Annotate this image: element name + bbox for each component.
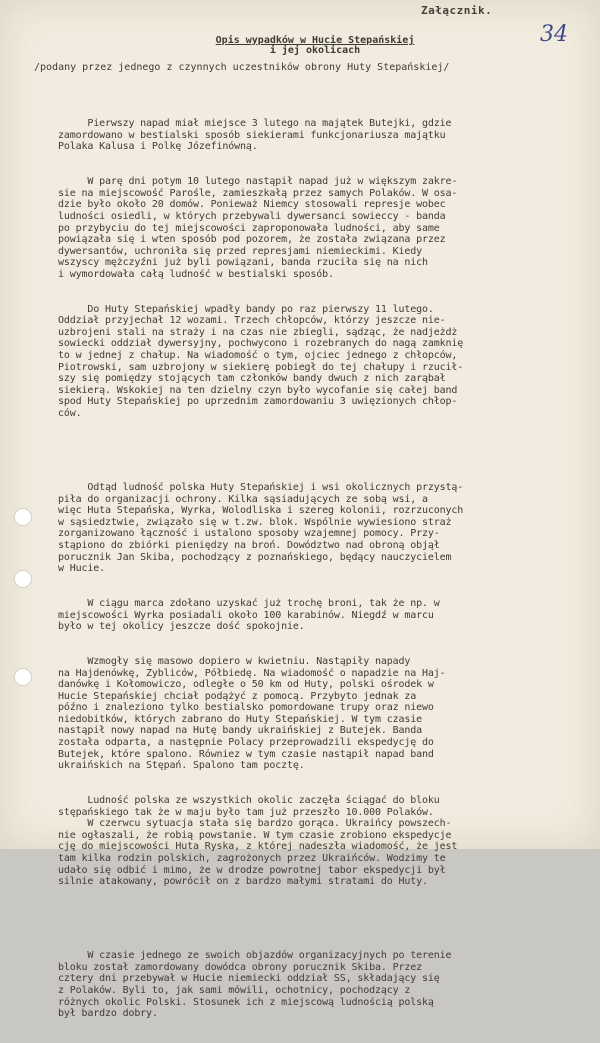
folio-number: 34 [540,22,568,47]
paragraph: Wzmogły się masowo dopiero w kwietniu. Nastąpiły napady na Hajdenówkę, Zybliców, Półbiedę. Na wiadomość o napadzie na Haj- danówkę i Kołomowiczo, odległe o 50 km od Huty, polski ośrodek w Hucie Stepańskiej chciał podążyć z pomocą. Przybyto jednak za późno i znaleziono tylko bestialsko pomordowane trupy oraz niewo niedobitków, których zabrano do Huty Stepańskiej. W tym czasie nastąpił nowy napad na Hutę bandy ukraińskiej z Butejek. Banda została odparta, a następnie Polacy przeprowadzili ekspedycję do Butejek, które spalono. Równiez w tym czasie nastąpił napad band ukraińskich na Stępań. Spalono tam pocztę. [58,655,446,772]
punch-hole [14,668,32,686]
paragraph: W parę dni potym 10 lutego nastąpił napad już w większym zakre- sie na miejscowość Parośle, zamieszkałą przez samych Polaków. W osa- dzie było około 20 domów. Ponieważ Niemcy stosowali represje wobec ludności osiedli, w których przebywali dywersanci sowieccy - banda po przybyciu do tej miejscowości zaproponowała ludności, aby same powiązała się i wten sposób pod pozorem, że została związana przez dywersantów, uchroniła się przed represjami niemieckimi. Kiedy wszyscy mężczyźni już byli powiązani, banda rzuciła się na nich i wymordowała całą ludność w bestialski sposób. [58,176,458,280]
document-body [58,95,588,1043]
paragraph: Pierwszy napad miał miejsce 3 lutego na majątek Butejki, gdzie zamordowano w bestialski sposób siekierami funkcjonariusza majątku Polaka Kalusa i Polkę Józefinówną. [58,118,452,153]
title-line-1: Opis wypadków w Hucie Stepańskiej [215,35,415,46]
paragraph: Ludność polska ze wszystkich okolic zaczęła ściągać do bloku stępańskiego tak że w maju było tam już przeszło 10.000 Polaków. W czerwcu sytuacja stała się bardzo gorąca. Ukraińcy powszech- nie ogłaszali, że robią powstanie. W tym czasie zrobiono ekspedycje cję do miejscowości Huta Ryska, z której nadeszła wiadomość, że jest tam kilka rodzin polskich, zagrożonych przez Ukraińców. Wodzimy te udało się odbić i mimo, że w drodze powrotnej tabor ekspedycji był silnie atakowany, powrócił on z bardzo małymi stratami do Huty. [58,795,458,888]
paragraph: W czasie jednego ze swoich objazdów organizacyjnych po terenie bloku został zamordowany dowódca obrony porucznik Skiba. Przez cztery dni przebywał w Hucie niemiecki oddział SS, składający się z Polaków. Byli to, jak sami mówili, ochotnicy, pochodzący z różnych okolic Polski. Stosunek ich z miejscową ludnością polską był bardzo dobry. [58,950,452,1020]
document-subtitle: /podany przez jednego z czynnych uczestników obrony Huty Stepańskiej/ [34,62,450,73]
title-line-2: i jej okolicach [269,45,361,56]
punch-hole [14,508,32,526]
punch-hole [14,570,32,588]
paragraph: Do Huty Stepańskiej wpadły bandy po raz pierwszy 11 lutego. Oddział przyjechał 12 wozami. Trzech chłopców, którzy jeszcze nie- uzbrojeni stali na straży i na czas nie zbiegli, sądząc, że nadjeżdż sowiecki oddział dywersyjny, pochwycono i rozebranych do nagą zamknię to w jednej z chałup. Na wiadomość o tym, ojciec jednego z chłopców, Piotrowski, sam uzbrojony w siekierę pobiegł do tej chałupy i rzucił- szy się pomiędzy stojących tam członków bandy dwuch z nich zarąbał siekierą. Wskokiej na ten dzielny czyn było wycofanie się całej band spod Huty Stepańskiej po uprzednim zamordowaniu 3 uwięzionych chłop- ców. [58,303,464,420]
archive-stamp: Załącznik. [421,4,493,17]
paragraph: W ciągu marca zdołano uzyskać już trochę broni, tak że np. w miejscowości Wyrka posiadali około 100 karabinów. Niegdź w marcu było w tej okolicy jeszcze dość spokojnie. [58,597,440,633]
paragraph: Odtąd ludność polska Huty Stepańskiej i wsi okolicznych przystą- piła do organizacji ochrony. Kilka sąsiadujących ze sobą wsi, a więc Huta Stepańska, Wyrka, Wolodliska i szereg kolonii, rozrzuconych w sąsiedztwie, związało się w t.zw. blok. Wspólnie wywiesiono straż zorganizowano łączność i ustalono sposoby wzajemnej pomocy. Przy- stąpiono do zbiórki pieniędzy na broń. Dowództwo nad obroną objął porucznik Jan Skiba, pochodzący z poznańskiego, będący nauczycielem w Hucie. [58,482,464,575]
document-title [150,36,480,56]
